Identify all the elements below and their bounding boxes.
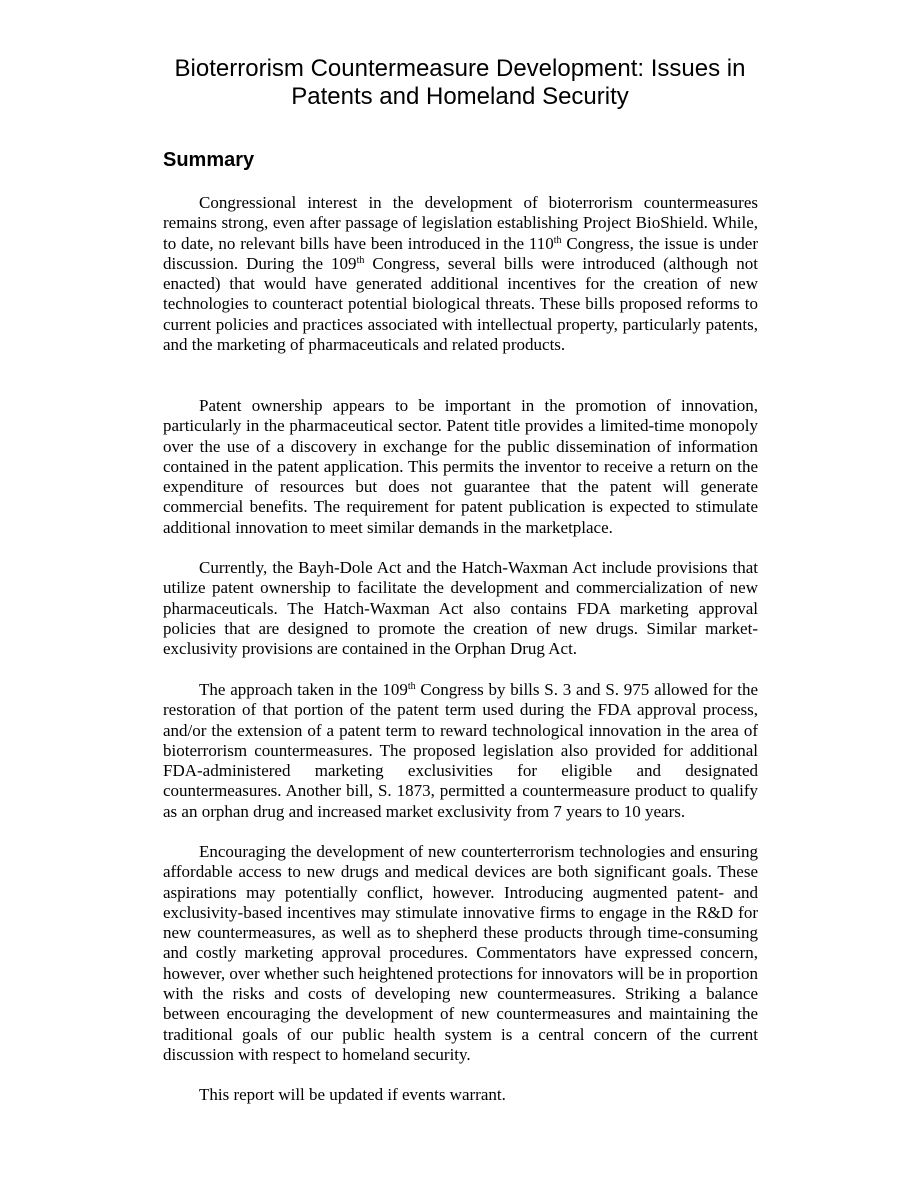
page-title-line-1: Bioterrorism Countermeasure Development: Issues in (174, 55, 746, 82)
summary-paragraph-3: Currently, the Bayh-Dole Act and the Hatch-Waxman Act include provisions that utilize patent ownership to facilitate the development and commercialization of new pharmaceuticals. The Hatch-Waxman Act also contains FDA marketing approval policies that are designed to promote the creation of new drugs. Similar market-exclusivity provisions are contained in the Orphan Drug Act. (163, 558, 758, 659)
page-title (130, 55, 790, 111)
page-title-line-2: Patents and Homeland Security (291, 83, 629, 110)
summary-paragraph-5: Encouraging the development of new counterterrorism technologies and ensuring affordable access to new drugs and medical devices are both significant goals. These aspirations may potentially conflict, however. Introducing augmented patent- and exclusivity-based incentives may stimulate innovative firms to engage in the R&D for new countermeasures, as well as to shepherd these products through time-consuming and costly marketing approval procedures. Commentators have expressed concern, however, over whether such heightened protections for innovators will be in proportion with the risks and costs of developing new countermeasures. Striking a balance between encouraging the development of new countermeasures and maintaining the traditional goals of our public health system is a central concern of the current discussion with respect to homeland security. (163, 842, 758, 1064)
summary-paragraph-6: This report will be updated if events warrant. (199, 1085, 506, 1104)
section-heading-summary: Summary (163, 149, 255, 171)
summary-paragraph-1 (163, 193, 758, 355)
superscript-th: th (553, 234, 562, 246)
paragraph-1-text-c: Congress, several bills were introduced (although not enacted) that would have generated additional incentives for the creation of new technologies to counteract potential biological threats. These bills proposed reforms to current policies and practices associated with intellectual property, particularly patents, and the marketing of pharmaceuticals and related products. (163, 253, 758, 355)
paragraph-4-text-a: The approach taken in the 109 (199, 680, 408, 699)
paragraph-1-text-a: Congressional interest in the development of bioterrorism countermeasures remains strong, even after passage of legislation establishing Project BioShield. While, to date, no relevant bills have been introduced in the 110 (163, 193, 758, 253)
superscript-th: th (407, 681, 416, 692)
paragraph-4-text-b: Congress by bills S. 3 and S. 975 allowed for the restoration of that portion of the patent term used during the FDA approval process, and/or the extension of a patent term to reward technological innovation in the area of bioterrorism countermeasures. The proposed legislation also provided for additional FDA-administered marketing exclusivities for eligible and designated countermeasures. Another bill, S. 1873, permitted a countermeasure product to qualify as an orphan drug and increased market exclusivity from 7 years to 10 years. (163, 680, 758, 821)
superscript-th: th (356, 254, 365, 266)
summary-paragraph-2: Patent ownership appears to be important in the promotion of innovation, particularly in the pharmaceutical sector. Patent title provides a limited-time monopoly over the use of a discovery in exchange for the public dissemination of information contained in the patent application. This permits the inventor to receive a return on the expenditure of resources but does not guarantee that the patent will generate commercial benefits. The requirement for patent publication is expected to stimulate additional innovation to meet similar demands in the marketplace. (163, 396, 758, 537)
paragraph-1-text-b: Congress, the issue is under discussion. During the 109 (163, 233, 758, 273)
summary-paragraph-4 (163, 680, 758, 822)
